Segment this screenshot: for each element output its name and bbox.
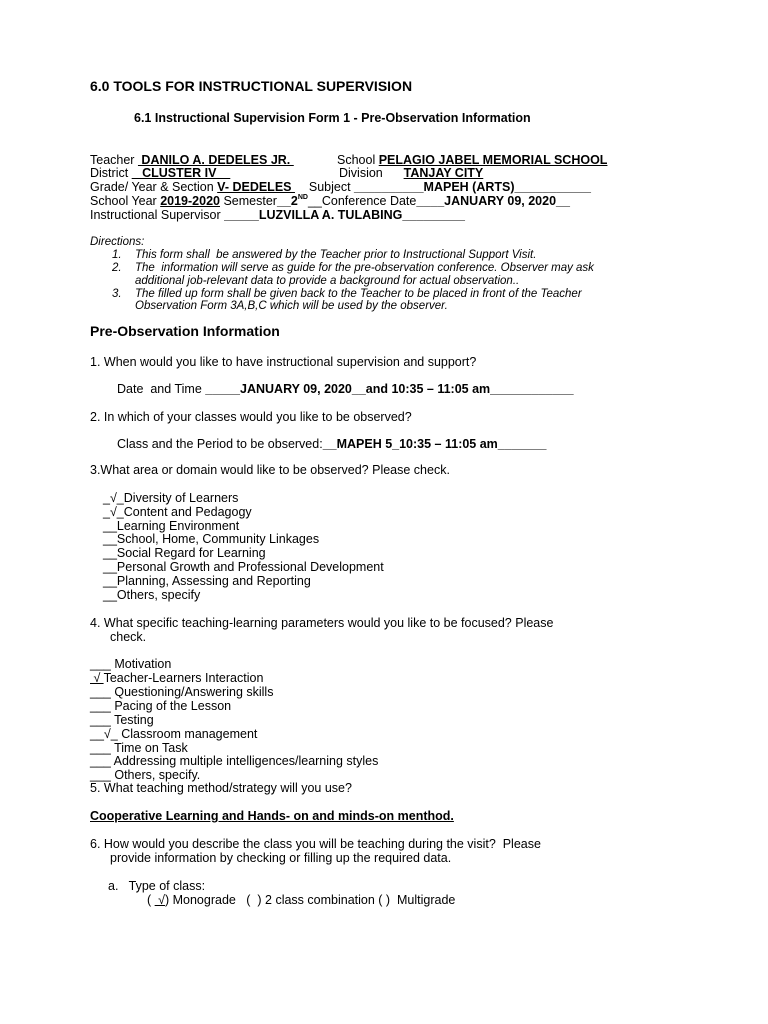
question-1: 1. When would you like to have instructional supervision and support? [90,355,477,369]
q1-answer-row [117,382,574,396]
q3-item-label: Content and Pedagogy [123,505,252,519]
q4-item [90,699,231,713]
q3-item-label: Personal Growth and Professional Development [116,560,384,574]
q3-item-label: Learning Environment [116,519,240,533]
q4-item-label: Pacing of the Lesson [114,699,232,713]
q3-item-mark: __ [103,574,117,588]
q4-item-mark: ___ [90,685,115,699]
direction-3-line-2: Observation Form 3A,B,C which will be used by the observer. [135,300,448,312]
supervisor-value: _____LUZVILLA A. TULABING_________ [224,208,465,222]
q4-item-mark: ___ [90,754,114,768]
direction-3-line-1: The filled up form shall be given back to the Teacher to be placed in front of the Teacher [135,288,582,300]
q4-item [90,685,273,699]
section-heading: Pre-Observation Information [90,323,280,339]
question-6-line-2: provide information by checking or filling up the required data. [110,851,452,865]
question-2: 2. In which of your classes would you like to be observed? [90,410,412,424]
q3-item [103,574,311,588]
q4-item-label: Others, specify. [114,768,201,782]
q3-item-mark: _√_ [103,491,124,505]
school-value: PELAGIO JABEL MEMORIAL SCHOOL [378,153,608,167]
semester-sup: ND [297,194,308,201]
teacher-label: Teacher [90,153,138,167]
q4-item-label: Testing [114,713,154,727]
conference-date-label: Conference Date [321,194,417,208]
district-value: CLUSTER IV [131,166,231,180]
page-title: 6.0 TOOLS FOR INSTRUCTIONAL SUPERVISION [90,78,413,94]
q1-label: Date and Time [117,382,206,396]
q4-item-label: Time on Task [114,741,188,755]
division-value: TANJAY CITY [403,166,484,180]
supervisor-label: Instructional Supervisor [90,208,225,222]
district-row [90,166,230,180]
school-year-label: School Year [90,194,161,208]
division-label: Division [339,166,404,180]
q4-item-mark: ___ [90,768,115,782]
question-4-line-2: check. [110,630,147,644]
q3-item-label: School, Home, Community Linkages [116,532,320,546]
school-label: School [337,153,379,167]
q4-item [90,713,154,727]
direction-2-line-1: The information will serve as guide for the pre-observation conference. Observer may ask [135,262,594,274]
q3-item [103,588,200,602]
q4-item-label: Motivation [114,657,172,671]
q3-item-label: Planning, Assessing and Reporting [116,574,311,588]
question-5: 5. What teaching method/strategy will you use? [90,781,352,795]
direction-1-line-1: This form shall be answered by the Teacher prior to Instructional Support Visit. [135,249,537,261]
teacher-row [90,153,294,167]
division-row [339,166,483,180]
q4-item [90,768,200,782]
q2-label: Class and the Period to be observed: [117,437,323,451]
q3-item-mark: __ [103,588,117,602]
q3-item-mark: __ [103,532,117,546]
q3-item-label: Diversity of Learners [123,491,239,505]
q3-item-label: Social Regard for Learning [116,546,266,560]
q3-item-mark: _√_ [103,505,124,519]
q6-class-type-options [147,893,455,907]
school-row [337,153,607,167]
semester-after: __ [307,194,322,208]
q3-item-mark: __ [103,519,117,533]
supervisor-row [90,208,465,222]
q4-item-mark: ___ [90,699,115,713]
q3-item-mark: __ [103,546,117,560]
q1-value: _____JANUARY 09, 2020__and 10:35 – 11:05 am____________ [205,382,574,396]
q3-item [103,546,266,560]
school-year-row [90,194,570,208]
subject-label: Subject [294,180,355,194]
q4-item-mark: ___ [90,657,115,671]
q6-open-paren: ( [147,893,155,907]
direction-2-num: 2. [112,262,122,274]
q3-item [103,560,384,574]
q3-item-label: Others, specify [116,588,201,602]
q4-item [90,671,263,685]
district-label: District [90,166,132,180]
q6-sub-a: a. Type of class: [108,879,206,893]
direction-3-num: 3. [112,288,122,300]
q4-item [90,741,188,755]
direction-2-line-2: additional job-relevant data to provide a background for actual observation.. [135,275,520,287]
q3-item-mark: __ [103,560,117,574]
direction-1-num: 1. [112,249,122,261]
q5-answer: Cooperative Learning and Hands- on and minds-on menthod. [90,809,454,823]
grade-label: Grade/ Year & Section [90,180,218,194]
q3-item [103,532,319,546]
school-year-value: 2019-2020 [160,194,220,208]
q4-item-mark: ___ [90,741,115,755]
q3-item [103,519,239,533]
q3-item [103,505,252,519]
q4-item-label: Addressing multiple intelligences/learning styles [113,754,379,768]
subject-value: __________MAPEH (ARTS)___________ [354,180,591,194]
q4-item-label: Teacher-Learners Interaction [103,671,264,685]
q4-item [90,754,378,768]
conference-date-value: ____JANUARY 09, 2020__ [416,194,570,208]
q4-item-mark: ___ [90,713,115,727]
teacher-value: DANILO A. DEDELES JR. [137,153,294,167]
directions-label: Directions: [90,236,145,248]
q2-answer-row [117,437,546,451]
q4-item-mark: __√_ [90,727,122,741]
q4-item-label: Classroom management [121,727,258,741]
semester-value: __2 [276,194,298,208]
q3-item [103,491,238,505]
question-4-line-1: 4. What specific teaching-learning parameters would you like to be focused? Please [90,616,554,630]
q2-value: __MAPEH 5_10:35 – 11:05 am_______ [322,437,547,451]
q6-options-rest: ) Monograde ( ) 2 class combination ( ) Multigrade [164,893,456,907]
q4-item [90,727,257,741]
question-3: 3.What area or domain would like to be observed? Please check. [90,463,450,477]
question-6-line-1: 6. How would you describe the class you will be teaching during the visit? Please [90,837,541,851]
q4-item-label: Questioning/Answering skills [114,685,274,699]
form-subtitle: 6.1 Instructional Supervision Form 1 - Pre-Observation Information [134,111,531,125]
semester-label: Semester [219,194,277,208]
grade-value: V- DEDELES [217,180,295,194]
q4-item [90,657,171,671]
grade-row [90,180,591,194]
q4-item-mark: √ [90,671,104,685]
q6-check-mark: √ [154,893,165,907]
